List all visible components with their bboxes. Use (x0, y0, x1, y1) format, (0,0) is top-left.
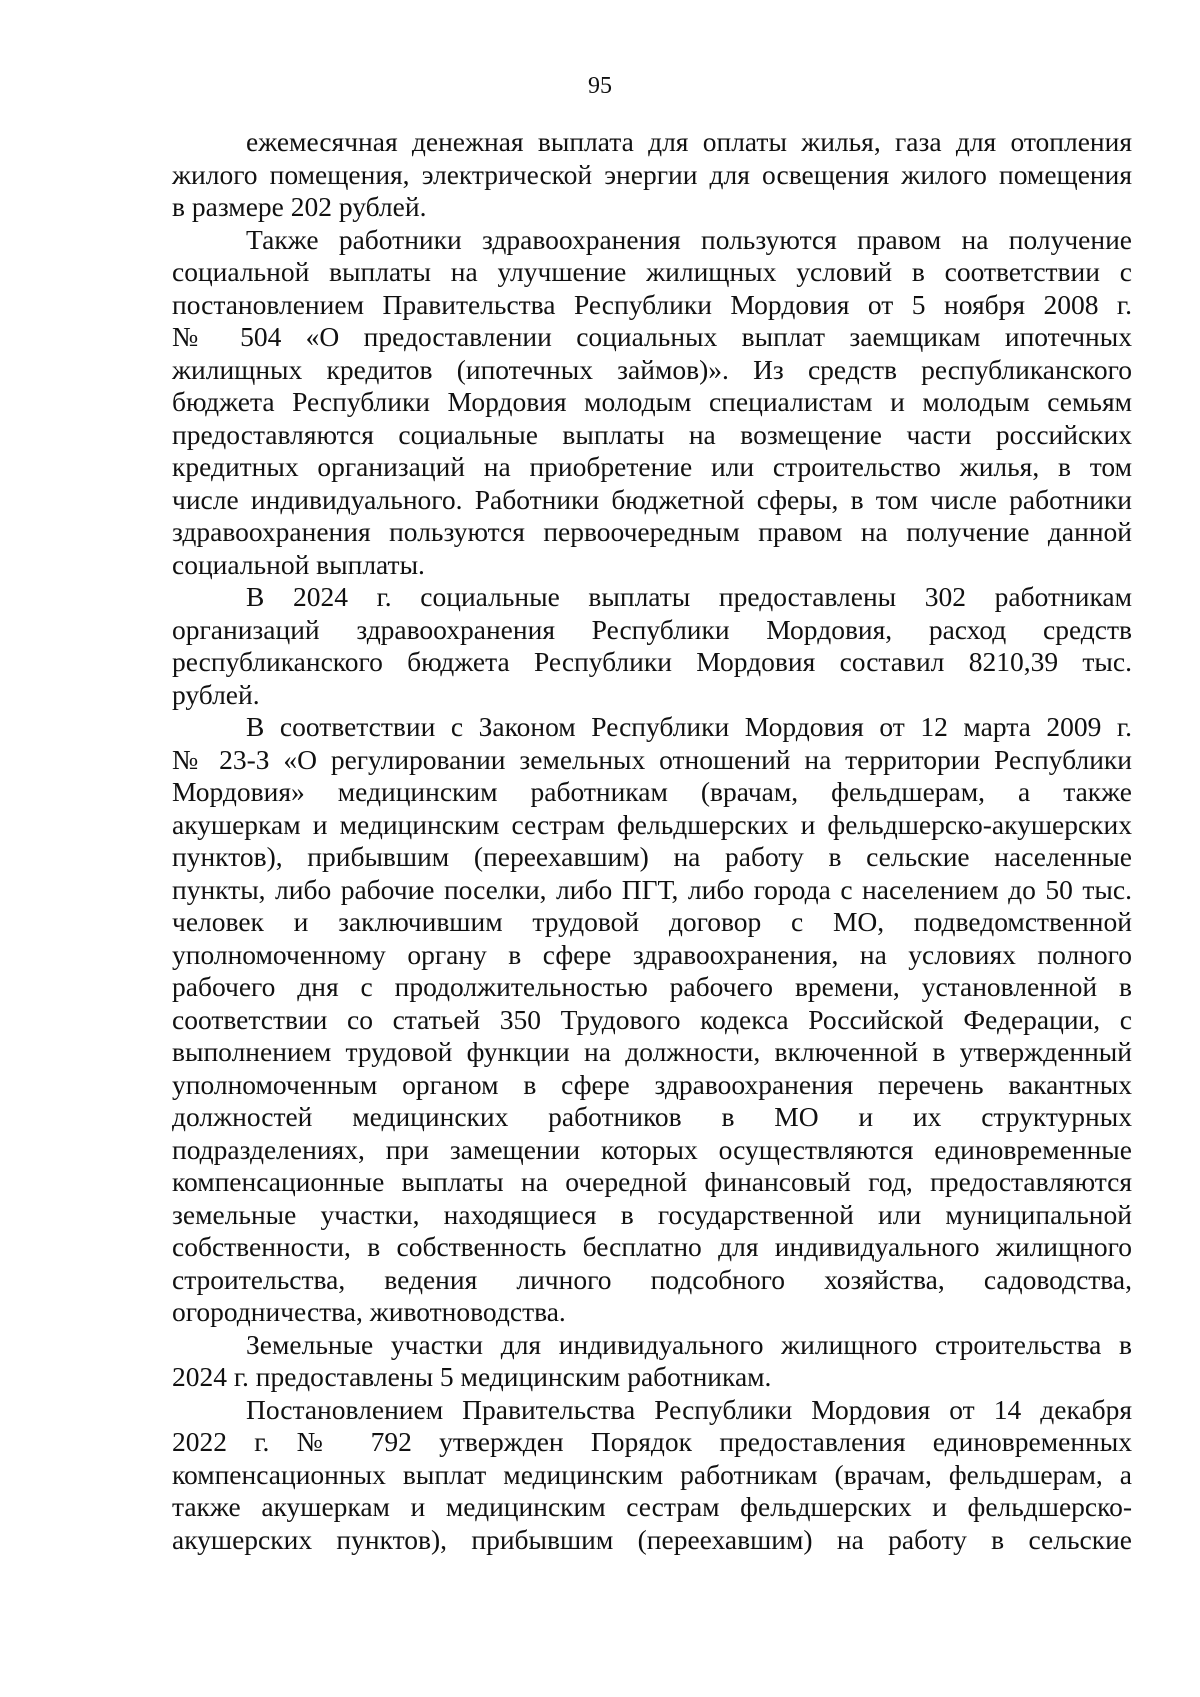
paragraph (172, 581, 1132, 711)
text-line: в размере 202 рублей. (172, 191, 427, 222)
text-line: № 504 «О предоставлении социальных выплат заемщикам ипотечных (172, 321, 1132, 352)
text-line: человек и заключившим трудовой договор с МО, подведомственной (172, 906, 1132, 937)
text-line: компенсационные выплаты на очередной финансовый год, предоставляются (172, 1166, 1132, 1197)
page-number: 95 (588, 73, 612, 99)
text-line: уполномоченным органом в сфере здравоохранения перечень вакантных (172, 1068, 1132, 1100)
paragraph (172, 1329, 1132, 1394)
text-line: бюджета Республики Мордовия молодым специалистам и молодым семьям (172, 386, 1132, 417)
text-line: организаций здравоохранения Республики Мордовия, расход средств (172, 613, 1132, 645)
text-line: 2022 г. № 792 утвержден Порядок предоставления единовременных (172, 1426, 1132, 1457)
text-line: соответствии со статьей 350 Трудового кодекса Российской Федерации, с (172, 1003, 1132, 1035)
text-line: ежемесячная денежная выплата для оплаты жилья, газа для отопления (246, 126, 1132, 157)
text-line: социальной выплаты. (172, 548, 425, 580)
text-line: числе индивидуального. Работники бюджетной сферы, в том числе работники (172, 483, 1132, 515)
text-line: 2024 г. предоставлены 5 медицинским работникам. (172, 1361, 772, 1392)
text-line: кредитных организаций на приобретение или строительство жилья, в том (172, 451, 1132, 482)
text-line: подразделениях, при замещении которых осуществляются единовременные (172, 1133, 1132, 1165)
text-line: республиканского бюджета Республики Мордовия составил 8210,39 тыс. (172, 646, 1132, 677)
text-line: В соответствии с Законом Республики Мордовия от 12 марта 2009 г. (246, 711, 1132, 742)
text-line: жилого помещения, электрической энергии для освещения жилого помещения (172, 158, 1132, 190)
text-line: жилищных кредитов (ипотечных займов)». Из средств республиканского (172, 353, 1132, 385)
text-line: компенсационных выплат медицинским работникам (врачам, фельдшерам, а (172, 1458, 1132, 1490)
text-line: собственности, в собственность бесплатно для индивидуального жилищного (172, 1231, 1132, 1262)
text-line: Мордовия» медицинским работникам (врачам, фельдшерам, а также (172, 776, 1132, 807)
text-line: пункты, либо рабочие поселки, либо ПГТ, либо города с населением до 50 тыс. (172, 873, 1132, 905)
text-line: Земельные участки для индивидуального жилищного строительства в (246, 1328, 1132, 1360)
body-text (172, 126, 1132, 1556)
paragraph (172, 711, 1132, 1329)
text-line: огородничества, животноводства. (172, 1296, 566, 1327)
text-line: рабочего дня с продолжительностью рабочего времени, установленной в (172, 971, 1132, 1002)
text-line: выполнением трудовой функции на должности, включенной в утвержденный (172, 1036, 1132, 1067)
text-line: социальной выплаты на улучшение жилищных условий в соответствии с (172, 256, 1132, 287)
text-line: постановлением Правительства Республики Мордовия от 5 ноября 2008 г. (172, 288, 1132, 320)
text-line: здравоохранения пользуются первоочередным правом на получение данной (172, 516, 1132, 547)
paragraph (172, 126, 1132, 224)
text-line: В 2024 г. социальные выплаты предоставлены 302 работникам (246, 581, 1132, 612)
text-line: должностей медицинских работников в МО и их структурных (172, 1101, 1132, 1132)
text-line: предоставляются социальные выплаты на возмещение части российских (172, 418, 1132, 450)
text-line: Постановлением Правительства Республики Мордовия от 14 декабря (246, 1393, 1132, 1425)
text-line: также акушеркам и медицинским сестрам фельдшерских и фельдшерско- (172, 1491, 1132, 1522)
text-line: акушеркам и медицинским сестрам фельдшерских и фельдшерско-акушерских (172, 808, 1132, 840)
paragraph (172, 224, 1132, 582)
text-line: уполномоченному органу в сфере здравоохранения, на условиях полного (172, 938, 1132, 970)
text-line: строительства, ведения личного подсобного хозяйства, садоводства, (172, 1263, 1132, 1295)
text-line: земельные участки, находящиеся в государственной или муниципальной (172, 1198, 1132, 1230)
paragraph (172, 1394, 1132, 1557)
text-line: пунктов), прибывшим (переехавшим) на работу в сельские населенные (172, 841, 1132, 872)
text-line: Также работники здравоохранения пользуются правом на получение (246, 223, 1132, 255)
text-line: рублей. (172, 678, 260, 710)
text-line: № 23-З «О регулировании земельных отношений на территории Республики (172, 743, 1132, 775)
text-line: акушерских пунктов), прибывшим (переехавшим) на работу в сельские (172, 1523, 1132, 1555)
